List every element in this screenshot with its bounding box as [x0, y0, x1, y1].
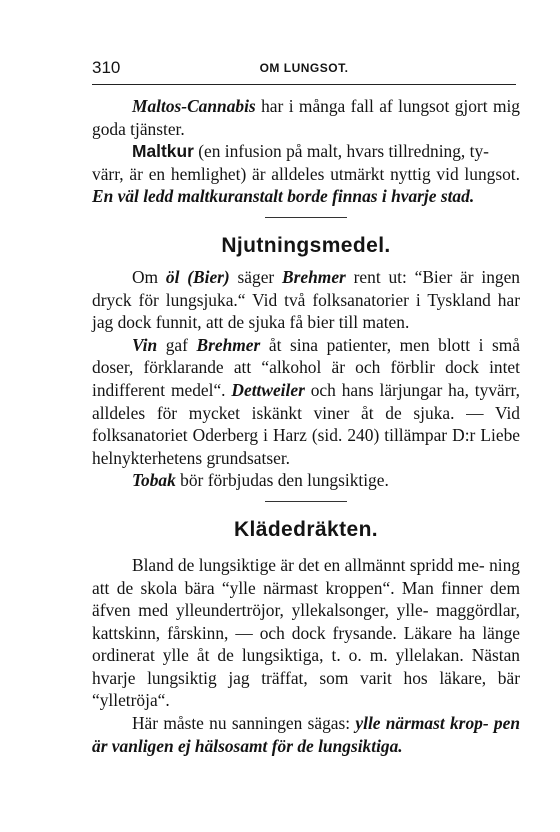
- term-maltos-cannabis: Maltos-Cannabis: [132, 96, 256, 116]
- paragraph-ylle: Bland de lungsiktige är det en allmännt spridd me- ning att de skola bära “ylle närmast kroppen“. Man finner dem äfven med ylleundertröjor, yllekalsonger, ylle- maggördlar, kattskinn, fårskinn, — och dock frysande. Läkare ha länge ordinerat ylle åt de lungsiktiga, t. o. m. yllelakan. Nästan hvarje lungsiktig jag träffat, som varit hos läkare, bär “ylletröja“.: [92, 554, 520, 711]
- page-header: [92, 58, 516, 85]
- paragraph-sanningen: Här måste nu sanningen sägas: ylle närmast krop- pen är vanligen ej hälsosamt för de lungsiktiga.: [92, 713, 520, 756]
- paragraph-vin: Vin gaf Brehmer åt sina patienter, men blott i små doser, förklarande att “alkohol är och förblir dock intet indifferent medel“. Dettweiler och hans lärjungar ha, tyvärr, alldeles för mycket iskänkt viner åt de sjuka. — Vid folksanatoriet Oderberg i Harz (sid. 240) tillämpar D:r Liebe helnykterhetens grundsatser.: [92, 334, 521, 468]
- section-divider: [265, 501, 347, 502]
- paragraph-ol: Om öl (Bier) säger Brehmer rent ut: “Bier är ingen dryck för lungsjuka.“ Vid två folksanatorier i Tyskland har jag dock funnit, att de sjuka få bier till maten.: [92, 266, 520, 333]
- term-maltkur: Maltkur: [132, 141, 194, 162]
- paragraph-tobak: Tobak bör förbjudas den lungsiktige.: [132, 470, 389, 491]
- section-divider: [265, 217, 347, 218]
- emphasis-ylle-narmast: ylle närmast krop- pen är vanligen ej hälsosamt för de lungsiktiga.: [92, 713, 520, 756]
- running-head: OM LUNGSOT.: [259, 61, 349, 75]
- section-heading-njutningsmedel: Njutningsmedel.: [221, 233, 391, 257]
- section-heading-kladedrakten: Klädedräkten.: [233, 517, 379, 541]
- page-number: 310: [92, 58, 121, 77]
- paragraph-maltkur: Maltkur (en infusion på malt, hvars tillredning, ty- värr, är en hemlighet) är alldeles utmärkt nyttig vid lungsot. En väl ledd maltkuranstalt borde finnas i hvarje stad.: [92, 141, 520, 207]
- emphasis-maltkuranstalt: En väl ledd maltkuranstalt borde finnas i hvarje stad.: [92, 186, 475, 207]
- paragraph-maltos: Maltos-Cannabis har i många fall af lungsot gjort mig goda tjänster.: [92, 96, 520, 139]
- page-body: [92, 95, 520, 757]
